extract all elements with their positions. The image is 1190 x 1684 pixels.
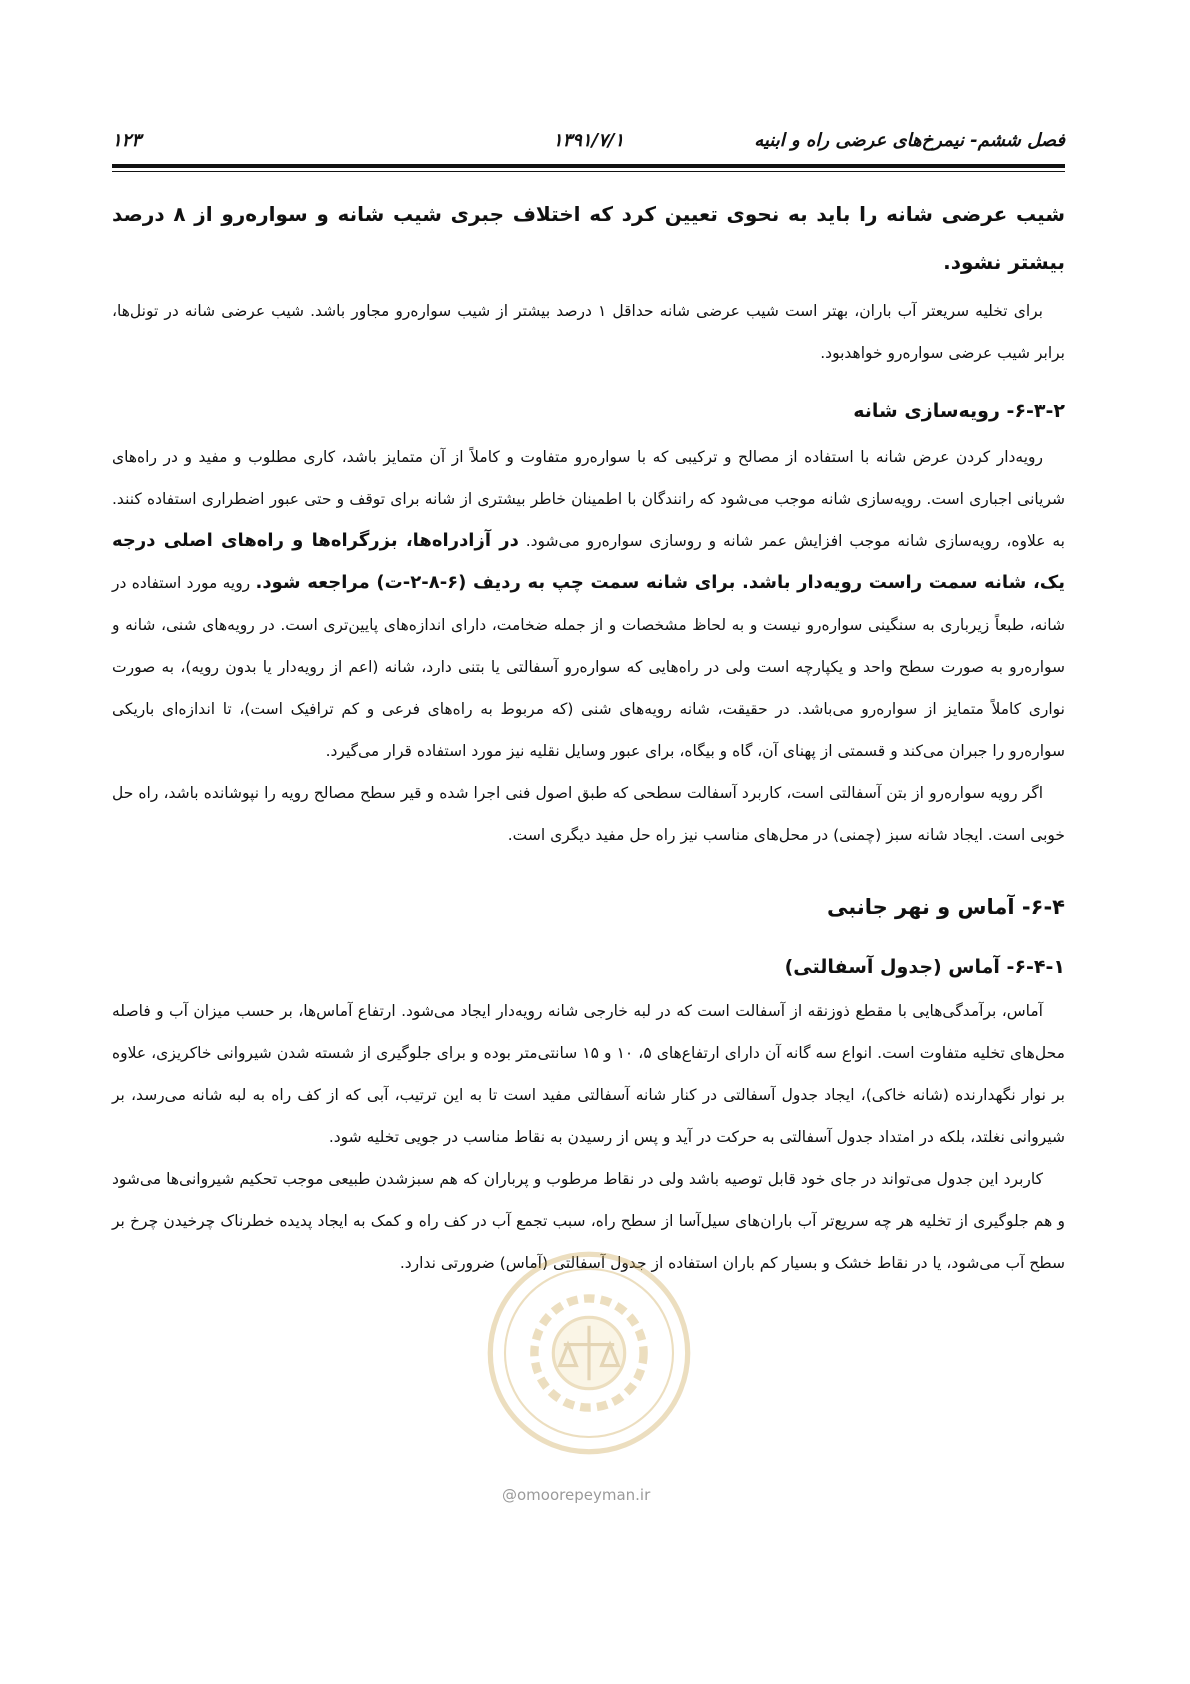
curb-usage-paragraph: کاربرد این جدول می‌تواند در جای خود قابل توصیه باشد ولی در نقاط مرطوب و پرباران که هم سبزشدن طبیعی موجب تحکیم شیروانی‌ها می‌شود و هم جلوگیری از تخلیه هر چه سریع‌تر آب باران‌های سیل‌آسا از سطح راه، سبب تجمع آب در کف راه و کمک به ایجاد پدیده خطرناک چرخیدن چرخ بر سطح آب می‌شود، یا در نقاط خشک و بسیار کم باران استفاده از جدول آسفالتی (آماس) ضرورتی ندارد. xyxy=(112,1170,1065,1272)
header-rule-thin xyxy=(112,171,1065,172)
curb-definition-paragraph: آماس، برآمدگی‌هایی با مقطع ذوزنقه از آسفالت است که در لبه خارجی شانه رویه‌دار ایجاد می‌شود. ارتفاع آماس‌ها، بر حسب میزان آب و فاصله محل‌های تخلیه متفاوت است. انواع سه گانه آن دارای ارتفاع‌های ۵، ۱۰ و ۱۵ سانتی‌متر بوده و برای جلوگیری از شسته شدن شیروانی خاکریزی، علاوه بر نوار نگهدارنده (شانه خاکی)، ایجاد جدول آسفالتی در کنار شانه آسفالتی مفید است تا به این ترتیب، آبی که از کف راه به لبه شانه می‌رسد، بر شیروانی نغلتد، بلکه در امتداد جدول آسفالتی به حرکت در آید و پس از رسیدن به نقاط مناسب در جویی تخلیه شود. xyxy=(112,1002,1065,1146)
section-heading-6-4-1: ۶-۴-۱- آماس (جدول آسفالتی) xyxy=(784,956,1065,978)
header-rule-thick xyxy=(112,164,1065,168)
shoulder-paving-text-a: رویه‌دار کردن عرض شانه با استفاده از مصالح و ترکیبی که با سواره‌رو متفاوت و کاملاً از آن متمایز باشد، کاری مطلوب و مفید و در راه‌های شریانی اجباری است. رویه‌سازی شانه موجب می‌شود که رانندگان با اطمینان خاطر بیشتری از شانه برای توقف و حتی عبور اضطراری استفاده کنند. به علاوه، رویه‌سازی شانه موجب افزایش عمر شانه و روسازی سواره‌رو می‌شود. xyxy=(112,448,1065,550)
shoulder-paving-paragraph xyxy=(112,436,1065,772)
asphalt-surface-paragraph: اگر رویه سواره‌رو از بتن آسفالتی است، کاربرد آسفالت سطحی که طبق اصول فنی اجرا شده و قیر سطح مصالح رویه را نپوشانده باشد، راه حل خوبی است. ایجاد شانه سبز (چمنی) در محل‌های مناسب نیز راه حل مفید دیگری است. xyxy=(112,784,1065,844)
page-number: ۱۲۳ xyxy=(112,130,142,151)
page-header xyxy=(112,130,1065,164)
watermark-url: @omoorepeyman.ir xyxy=(502,1486,651,1504)
shoulder-paving-text-b: رویه مورد استفاده در شانه، طبعاً زیرباری به سنگینی سواره‌رو نیست و به لحاظ مشخصات و از جمله ضخامت، دارای اندازه‌های پایین‌تری است. در رویه‌های شنی، شانه و سواره‌رو به صورت سطح واحد و یکپارچه است ولی در راه‌هایی که سواره‌رو آسفالتی یا بتنی دارد، شانه (اعم از رویه‌دار یا بدون رویه)، به صورت نواری کاملاً متمایز از سواره‌رو می‌باشد. در حقیقت، شانه رویه‌های شنی (که مربوط به راه‌های فرعی و کم ترافیک است)، تا اندازه‌ای باریکی سواره‌رو را جبران می‌کند و قسمتی از پهنای آن، گاه و بیگاه، برای عبور وسایل نقلیه نیز مورد استفاده قرار می‌گیرد. xyxy=(112,574,1065,760)
page-body xyxy=(112,190,1065,1284)
chapter-title: فصل ششم- نیمرخ‌های عرضی راه و ابنیه xyxy=(754,130,1065,151)
header-date: ۱۳۹۱/۷/۱ xyxy=(552,130,625,151)
shoulder-paving-bold: در آزادراه‌ها، بزرگراه‌ها و راه‌های اصلی درجه یک، شانه سمت راست رویه‌دار باشد. برای شانه سمت چپ به ردیف (۶-۸-۲-ت) مراجعه شود. xyxy=(112,530,1065,593)
drainage-paragraph: برای تخلیه سریعتر آب باران، بهتر است شیب عرضی شانه حداقل ۱ درصد بیشتر از شیب سواره‌رو مجاور باشد. شیب عرضی شانه در تونل‌ها، برابر شیب عرضی سواره‌رو خواهدبود. xyxy=(112,302,1065,362)
bold-rule-paragraph: شیب عرضی شانه را باید به نحوی تعیین کرد که اختلاف جبری شیب شانه و سواره‌رو از ۸ درصد بیشتر نشود. xyxy=(112,202,1066,274)
section-heading-6-3-2: ۶-۳-۲- رویه‌سازی شانه xyxy=(853,400,1065,422)
seal-logo-icon xyxy=(484,1248,694,1458)
section-heading-6-4: ۶-۴- آماس و نهر جانبی xyxy=(827,895,1065,919)
